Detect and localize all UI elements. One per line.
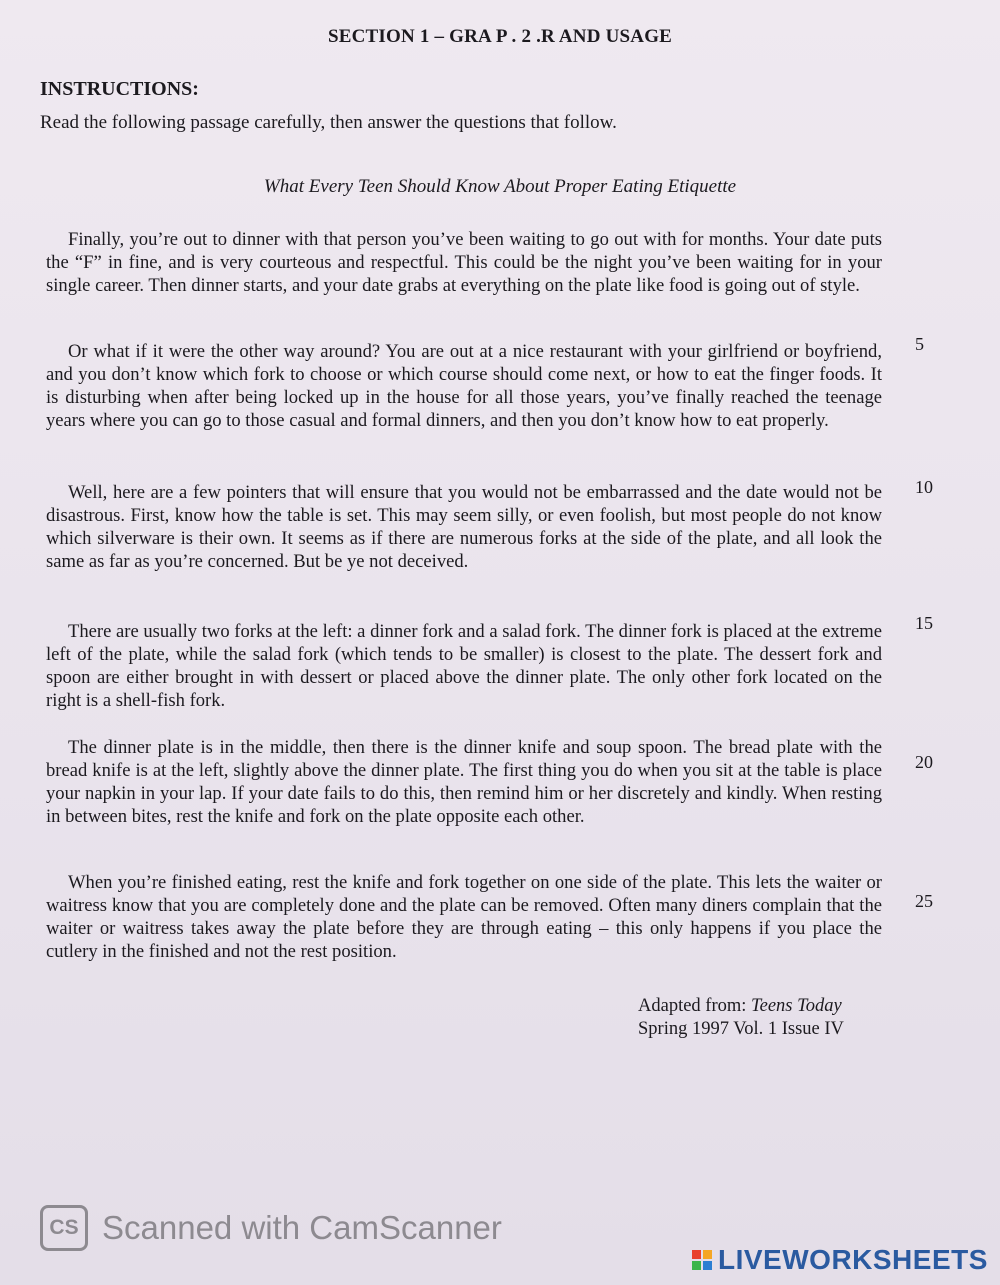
passage-paragraph-4: There are usually two forks at the left: a dinner fork and a salad fork. The dinner fork is placed at the extreme left of the plate, while the salad fork (which tends to be smaller) is closest to the plate. The dessert fork and spoon are either brought in with dessert or placed above the dinner plate. The only other fork located on the right is a shell-fish fork.	[46, 621, 882, 711]
attribution-issue: Spring 1997 Vol. 1 Issue IV	[638, 1019, 844, 1039]
passage-paragraph-6: When you’re finished eating, rest the knife and fork together on one side of the plate. This lets the waiter or waitress know that you are completely done and the plate can be removed. Often many diners complain that the waiter or waitress takes away the plate before they are through eating – this only happens if you place the cutlery in the finished and not the rest position.	[46, 872, 882, 962]
passage-paragraph-5: The dinner plate is in the middle, then there is the dinner knife and soup spoon. The bread plate with the bread knife is at the left, slightly above the dinner plate. The first thing you do when you sit at the table is place your napkin in your lap. If your date fails to do this, then remind him or her discretely and kindly. When resting in between bites, rest the knife and fork on the plate opposite each other.	[46, 737, 882, 827]
instructions-text: Read the following passage carefully, then answer the questions that follow.	[40, 112, 617, 133]
passage-paragraph-2: Or what if it were the other way around? You are out at a nice restaurant with your girlfriend or boyfriend, and you don’t know which fork to choose or which course should come next, or how to eat the finger foods. It is disturbing when after being locked up in the house for all those years, you’ve finally reached the teenage years where you can go to those casual and formal dinners, and then you don’t know how to eat properly.	[46, 341, 882, 431]
attribution-source-line	[638, 995, 844, 1018]
camscanner-text: Scanned with CamScanner	[102, 1209, 502, 1246]
camscanner-logo-icon: CS	[40, 1205, 88, 1251]
camscanner-watermark	[40, 1205, 502, 1251]
liveworksheets-logo	[692, 1244, 988, 1276]
section-title: SECTION 1 – GRA P . 2 .R AND USAGE	[327, 26, 673, 47]
line-number-10: 10	[915, 477, 933, 497]
liveworksheets-grid-icon	[692, 1250, 712, 1270]
passage-paragraph-3: Well, here are a few pointers that will ensure that you would not be embarrassed and the date would not be disastrous. First, know how the table is set. This may seem silly, or even foolish, but most people do not know which silverware is their own. It seems as if there are numerous forks at the side of the plate, and all look the same as far as you’re concerned. But be ye not deceived.	[46, 482, 882, 572]
liveworksheets-text: LIVEWORKSHEETS	[718, 1244, 988, 1275]
passage-paragraph-1: Finally, you’re out to dinner with that person you’ve been waiting to go out with for months. Your date puts the “F” in fine, and is very courteous and respectful. This could be the night you’ve been waiting for in your single career. Then dinner starts, and your date grabs at everything on the plate like food is going out of style.	[46, 229, 882, 296]
line-number-5: 5	[915, 334, 924, 354]
line-number-25: 25	[915, 891, 933, 911]
line-number-20: 20	[915, 752, 933, 772]
passage-title: What Every Teen Should Know About Proper Eating Etiquette	[263, 176, 737, 197]
line-number-15: 15	[915, 613, 933, 633]
instructions-heading: INSTRUCTIONS:	[40, 78, 199, 100]
attribution	[638, 995, 844, 1041]
attribution-source: Teens Today	[751, 996, 842, 1016]
attribution-prefix: Adapted from:	[638, 996, 752, 1016]
